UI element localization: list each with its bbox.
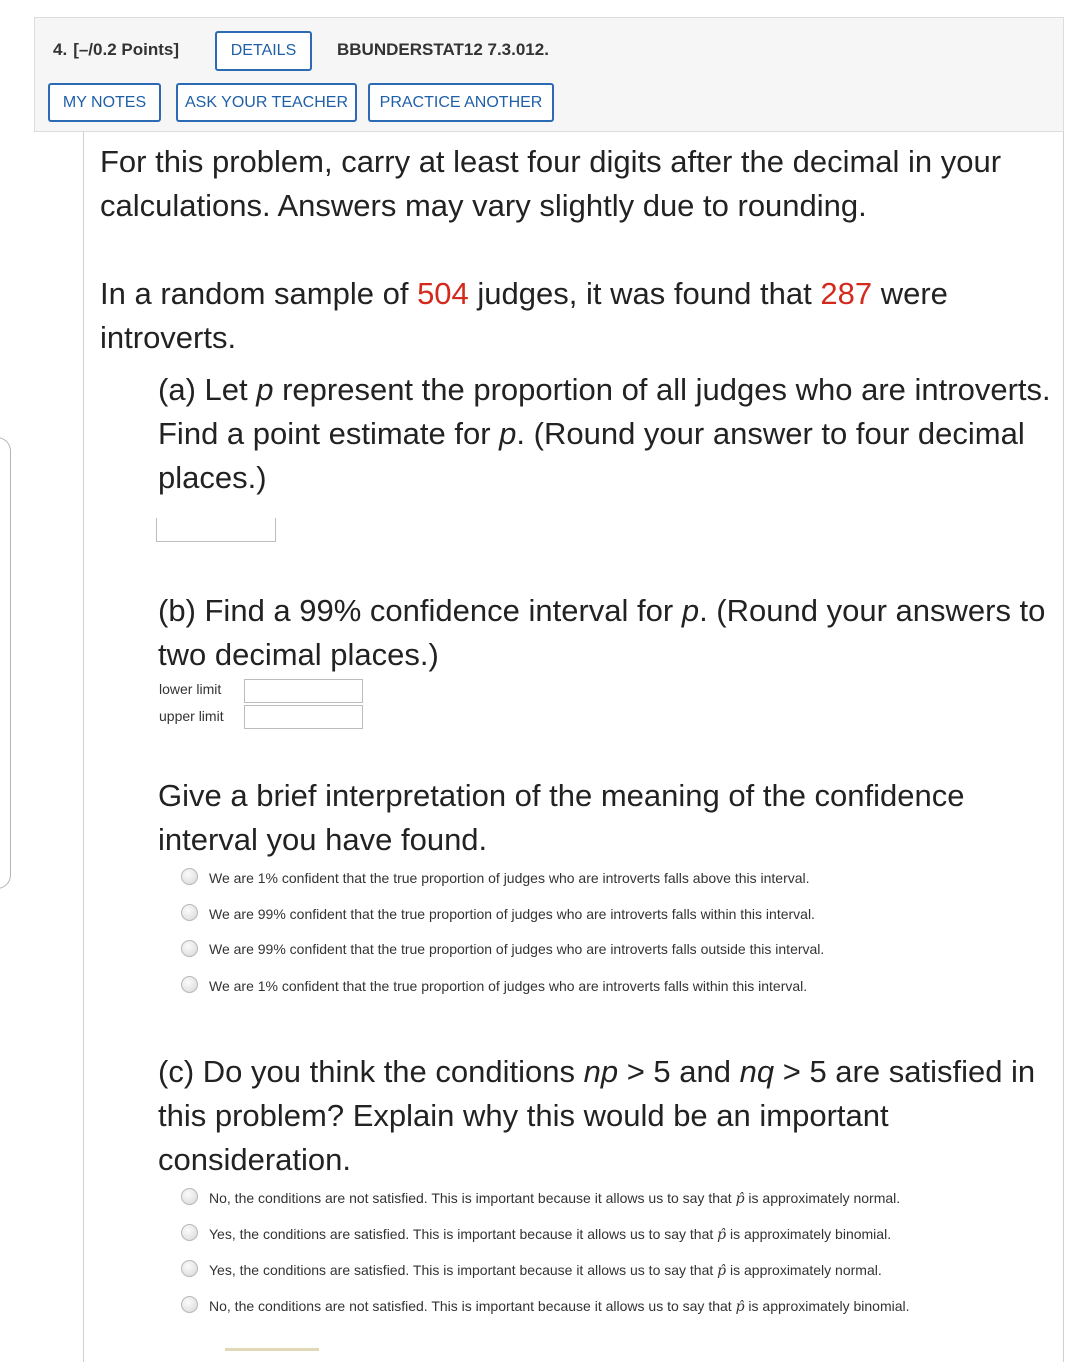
- sample-statement: In a random sample of 504 judges, it was found that 287 were introverts.: [100, 276, 948, 355]
- interpretation-option-4-label[interactable]: We are 1% confident that the true proportion of judges who are introverts falls within this interval.: [209, 978, 808, 994]
- p-hat-symbol: p̂: [735, 1191, 745, 1207]
- interpretation-option-1-radio[interactable]: [181, 868, 198, 885]
- points-label: [–/0.2 Points]: [73, 40, 179, 59]
- conditions-option-3-radio[interactable]: [181, 1260, 198, 1277]
- ask-your-teacher-button[interactable]: ASK YOUR TEACHER: [176, 83, 357, 122]
- p-hat-symbol: p̂: [717, 1263, 727, 1279]
- interpretation-option-2-label[interactable]: We are 99% confident that the true proportion of judges who are introverts falls within this interval.: [209, 906, 815, 922]
- left-scroll-bracket: [0, 437, 11, 889]
- problem-code: BBUNDERSTAT12 7.3.012.: [337, 40, 549, 59]
- interpretation-option-1-label[interactable]: We are 1% confident that the true proportion of judges who are introverts falls above this interval.: [209, 870, 810, 886]
- conditions-option-2-radio[interactable]: [181, 1224, 198, 1241]
- conditions-option-2-label[interactable]: Yes, the conditions are satisfied. This is important because it allows us to say that p̂ is approximately binomial.: [209, 1226, 892, 1243]
- conditions-option-1-radio[interactable]: [181, 1188, 198, 1205]
- lower-limit-input[interactable]: [244, 679, 363, 703]
- upper-limit-label: upper limit: [159, 708, 224, 724]
- conditions-option-4-radio[interactable]: [181, 1296, 198, 1313]
- details-button[interactable]: DETAILS: [215, 31, 312, 71]
- upper-limit-input[interactable]: [244, 705, 363, 729]
- conditions-option-3-label[interactable]: Yes, the conditions are satisfied. This is important because it allows us to say that p̂ is approximately normal.: [209, 1262, 882, 1279]
- interpretation-option-4-radio[interactable]: [181, 976, 198, 993]
- lower-limit-label: lower limit: [159, 681, 222, 697]
- p-hat-symbol: p̂: [717, 1227, 727, 1243]
- conditions-option-4-label[interactable]: No, the conditions are not satisfied. This is important because it allows us to say that p̂ is approximately binomial.: [209, 1298, 910, 1315]
- introverts-count-value: 287: [820, 276, 873, 311]
- question-number-points: [53, 40, 179, 60]
- conditions-option-1-label[interactable]: No, the conditions are not satisfied. This is important because it allows us to say that p̂ is approximately normal.: [209, 1190, 901, 1207]
- question-number: 4.: [53, 40, 68, 59]
- instructions-text: For this problem, carry at least four digits after the decimal in your calculations. Answers may vary slightly due to rounding.: [100, 144, 1002, 223]
- part-b-question: (b) Find a 99% confidence interval for p. (Round your answers to two decimal places.): [158, 593, 1046, 672]
- question-header: [34, 17, 1064, 132]
- sample-size-value: 504: [417, 276, 469, 311]
- interpretation-option-3-radio[interactable]: [181, 940, 198, 957]
- point-estimate-input[interactable]: [156, 518, 276, 542]
- interpretation-prompt: Give a brief interpretation of the meaning of the confidence interval you have found.: [158, 778, 965, 857]
- interpretation-option-2-radio[interactable]: [181, 904, 198, 921]
- interpretation-option-3-label[interactable]: We are 99% confident that the true proportion of judges who are introverts falls outside this interval.: [209, 941, 825, 957]
- p-hat-symbol: p̂: [735, 1299, 745, 1315]
- part-c-question: (c) Do you think the conditions np > 5 and nq > 5 are satisfied in this problem? Explain why this would be an important consideration.: [158, 1054, 1036, 1177]
- my-notes-button[interactable]: MY NOTES: [48, 83, 161, 122]
- part-a-question: (a) Let p represent the proportion of all judges who are introverts. Find a point estimate for p. (Round your answer to four decimal places.): [158, 372, 1051, 495]
- practice-another-button[interactable]: PRACTICE ANOTHER: [368, 83, 554, 122]
